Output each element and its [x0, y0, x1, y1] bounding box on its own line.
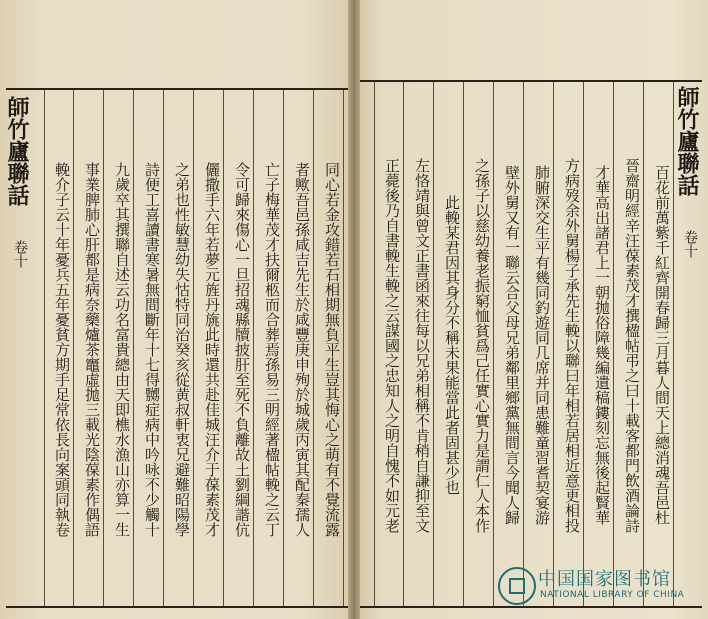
right-page-title: 師竹廬聯話 — [674, 86, 700, 196]
column-rule — [133, 90, 134, 606]
text-column: 同心若金攻錯若石相期無負平生豈其悔心之萌有不覺流露 — [323, 161, 341, 537]
column-rule — [643, 82, 644, 606]
text-column: 左恪靖與曾文正書函來往每以兄弟相稱不肯稍自謙抑至文 — [413, 157, 431, 533]
library-emblem-icon — [498, 567, 536, 605]
left-page-title: 師竹廬聯話 — [4, 96, 30, 206]
watermark-chinese: 中国国家图书馆 — [538, 569, 671, 590]
column-rule — [253, 90, 254, 606]
text-column: 此輓某君因其身分不稱未果能當此者固甚少也 — [443, 195, 461, 495]
column-rule — [493, 82, 494, 606]
right-page-top-border — [360, 80, 702, 82]
column-rule — [374, 82, 375, 606]
text-column: 事業脾肺心肝都是病奈藥爐茶竈虛拋三載光陰葆素作偶語 — [83, 161, 101, 537]
text-column: 之孫子以慈幼養老振窮恤貧爲己任實心實力是謂仁人本作 — [473, 157, 491, 533]
column-rule — [433, 82, 434, 606]
column-rule — [44, 90, 45, 606]
column-rule — [283, 90, 284, 606]
left-page-top-border — [6, 88, 348, 90]
library-watermark — [498, 565, 706, 607]
left-page-bottom-border — [6, 606, 348, 608]
column-rule — [463, 82, 464, 606]
right-page-volume: 卷十 — [682, 230, 698, 258]
column-rule — [103, 90, 104, 606]
text-column: 方病歿余外舅楊子承先生輓以聯曰年相若居相近意更相投 — [563, 157, 581, 533]
text-column: 之弟也性敏慧幼失怙特同治癸亥從黄叔軒衷兄避難昭陽學 — [173, 161, 191, 537]
column-rule — [313, 90, 314, 606]
column-rule — [673, 82, 674, 606]
column-rule — [73, 90, 74, 606]
text-column: 令可歸來傷心一旦招魂縣牘披肝至死不負離故土劉綱諧伉 — [233, 161, 251, 537]
column-rule — [613, 82, 614, 606]
text-column: 輓介子云十年憂兵五年憂貧方期手足常依長向案頭同執卷 — [53, 161, 71, 537]
text-column: 者歟吾邑孫咸吉先生於咸豐庚申殉於城歲丙寅其配秦孺人 — [293, 161, 311, 537]
column-rule — [193, 90, 194, 606]
text-column: 晉齋明經辛汪葆素茂才撰楹帖弔之曰十載客都門飲酒論詩 — [623, 157, 641, 533]
text-column: 亡子梅華茂才扶爾柩而合葬焉孫易三明經著楹帖輓之云丁 — [263, 161, 281, 537]
text-column: 九歲卒其撰聯自述云功名富貴總由天即樵水漁山亦算一生 — [113, 161, 131, 537]
column-rule — [343, 90, 344, 606]
watermark-english: NATIONAL LIBRARY OF CHINA — [540, 590, 685, 600]
text-column: 壁外舅又有一聯云合父母兄弟鄰里鄉黨無間言今聞人歸 — [503, 165, 521, 525]
column-rule — [553, 82, 554, 606]
left-page-volume: 卷十 — [12, 240, 28, 268]
column-rule — [583, 82, 584, 606]
text-column: 肺腑深交生平有幾同釣遊同几席并同患難童習耆契宴游 — [533, 165, 551, 525]
book-gutter — [348, 0, 360, 619]
text-column: 正薨後乃自書輓生輓之云謀國之忠知人之明自愧不如元老 — [383, 157, 401, 533]
column-rule — [223, 90, 224, 606]
column-rule — [403, 82, 404, 606]
text-column: 詩便工喜讀書寒暑無間斷年十七得嬲症病中吟咏不少觸十 — [143, 161, 161, 537]
column-rule — [523, 82, 524, 606]
column-rule — [163, 90, 164, 606]
text-column: 儷撒手六年若夢元旌丹旐此時還共赴佳城汪介于葆素茂才 — [203, 161, 221, 537]
text-column: 百花前萬紫千紅齊開春歸三月暮人間天上總消魂吾邑杜 — [653, 165, 671, 525]
text-column: 才華高出諸君上一朝拋俗障幾編遺稿鏤刻忘無後起賢華 — [593, 165, 611, 525]
